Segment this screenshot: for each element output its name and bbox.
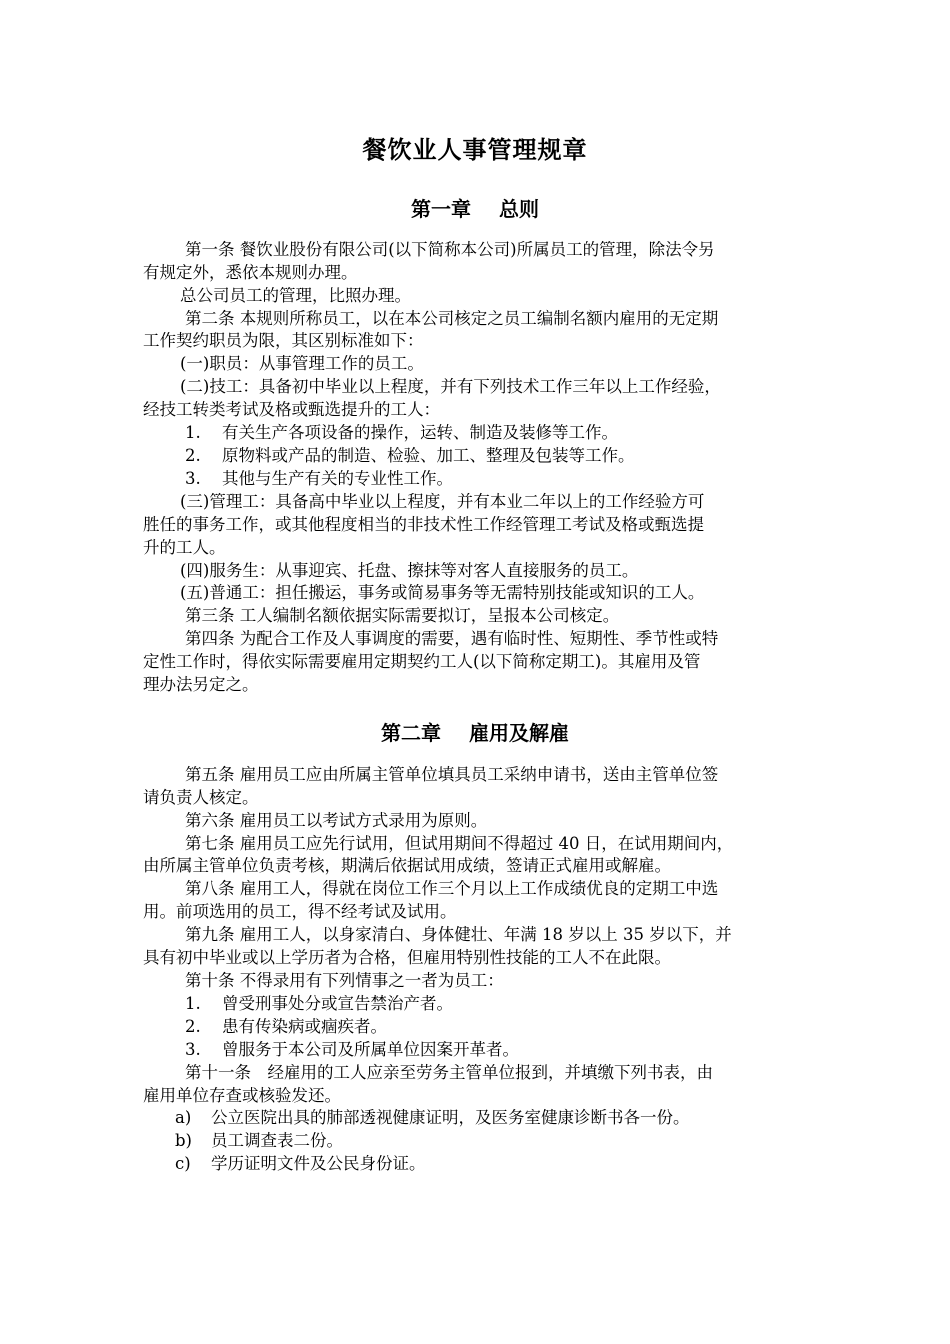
chapter-2-name: 雇用及解雇 [469,721,569,745]
paragraph-line: 用。前项选用的员工，得不经考试及试用。 [143,902,457,921]
paragraph-line: 具有初中毕业或以上学历者为合格，但雇用特别性技能的工人不在此限。 [143,948,671,967]
paragraph-line: 由所属主管单位负责考核，期满后依据试用成绩，签请正式雇用或解雇。 [143,856,671,875]
paragraph-line: 经技工转类考试及格或甄选提升的工人： [143,400,440,419]
paragraph-line: 理办法另定之。 [143,675,259,694]
paragraph-line: (三)管理工：具备高中毕业以上程度，并有本业二年以上的工作经验方可 [180,492,705,511]
list-item-text: 其他与生产有关的专业性工作。 [222,469,453,488]
chapter-1-number: 第一章 [411,197,471,221]
paragraph-line: 第一条 餐饮业股份有限公司(以下简称本公司)所属员工的管理，除法令另 [185,240,715,259]
list-item-letter: b) [175,1131,192,1150]
list-item-text: 患有传染病或痼疾者。 [222,1017,387,1036]
paragraph-line: 第十条 不得录用有下列情事之一者为员工： [185,971,504,990]
chapter-1-name: 总则 [499,197,539,221]
list-item-letter: c) [175,1154,191,1173]
chapter-2-heading [0,717,950,746]
list-item-number: 3. [185,469,201,488]
paragraph-line: (二)技工：具备初中毕业以上程度，并有下列技术工作三年以上工作经验， [180,377,721,396]
list-item-text: 原物料或产品的制造、检验、加工、整理及包装等工作。 [222,446,635,465]
paragraph-line: (一)职员：从事管理工作的员工。 [180,354,424,373]
paragraph-line: 第十一条 经雇用的工人应亲至劳务主管单位报到，并填缴下列书表，由 [185,1063,713,1082]
paragraph-line: 第二条 本规则所称员工，以在本公司核定之员工编制名额内雇用的无定期 [185,309,719,328]
paragraph-line: 定性工作时，得依实际需要雇用定期契约工人(以下简称定期工)。其雇用及管 [143,652,701,671]
paragraph-line: 第四条 为配合工作及人事调度的需要，遇有临时性、短期性、季节性或特 [185,629,719,648]
list-item-text: 有关生产各项设备的操作，运转、制造及装修等工作。 [222,423,618,442]
paragraph-line: 第三条 工人编制名额依据实际需要拟订，呈报本公司核定。 [185,606,620,625]
chapter-2-number: 第二章 [381,721,441,745]
paragraph-line: 有规定外，悉依本规则办理。 [143,263,358,282]
list-item-text: 公立医院出具的肺部透视健康证明，及医务室健康诊断书各一份。 [211,1108,690,1127]
list-item-number: 2. [185,446,201,465]
paragraph-line: 工作契约职员为限，其区别标准如下： [143,331,424,350]
document-title: 餐饮业人事管理规章 [362,135,588,164]
list-item-number: 1. [185,994,201,1013]
paragraph-line: 胜任的事务工作，或其他程度相当的非技术性工作经管理工考试及格或甄选提 [143,515,704,534]
paragraph-line: 请负责人核定。 [143,788,259,807]
paragraph-line: 第七条 雇用员工应先行试用，但试用期间不得超过 40 日，在试用期间内， [185,834,734,853]
paragraph-line: (四)服务生：从事迎宾、托盘、擦抹等对客人直接服务的员工。 [180,561,639,580]
list-item-text: 曾服务于本公司及所属单位因案开革者。 [222,1040,519,1059]
paragraph-line: 总公司员工的管理，比照办理。 [180,286,411,305]
paragraph-line: (五)普通工：担任搬运，事务或简易事务等无需特别技能或知识的工人。 [180,583,705,602]
paragraph-line: 雇用单位存查或核验发还。 [143,1086,341,1105]
paragraph-line: 升的工人。 [143,538,226,557]
list-item-number: 1. [185,423,201,442]
paragraph-line: 第九条 雇用工人，以身家清白、身体健壮、年满 18 岁以上 35 岁以下，并 [185,925,732,944]
paragraph-line: 第五条 雇用员工应由所属主管单位填具员工采纳申请书，送由主管单位签 [185,765,719,784]
list-item-letter: a) [175,1108,192,1127]
list-item-number: 2. [185,1017,201,1036]
chapter-1-heading [0,193,950,222]
list-item-text: 员工调查表二份。 [211,1131,343,1150]
paragraph-line: 第六条 雇用员工以考试方式录用为原则。 [185,811,488,830]
list-item-number: 3. [185,1040,201,1059]
paragraph-line: 第八条 雇用工人，得就在岗位工作三个月以上工作成绩优良的定期工中选 [185,879,719,898]
list-item-text: 曾受刑事处分或宣告禁治产者。 [222,994,453,1013]
list-item-text: 学历证明文件及公民身份证。 [211,1154,426,1173]
